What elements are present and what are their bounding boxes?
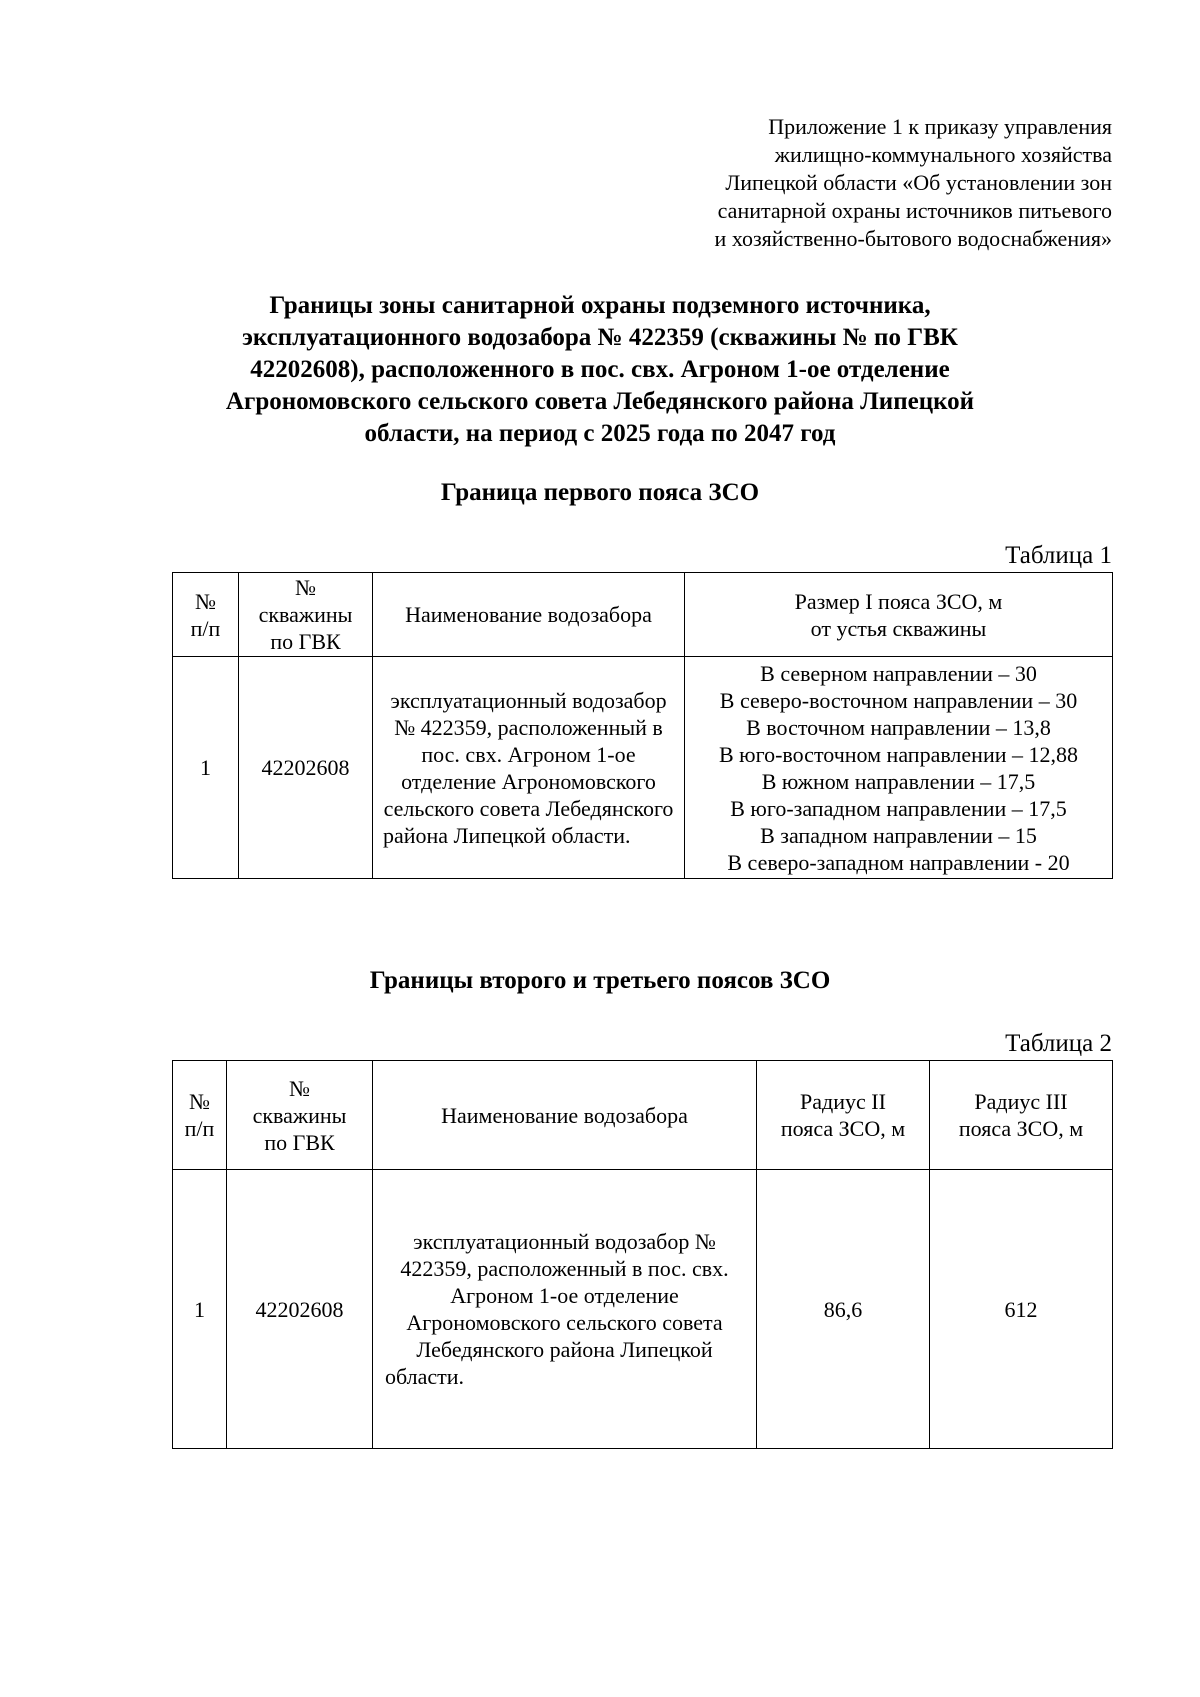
cell-well: 42202608 <box>239 657 373 879</box>
header-well: № скважины по ГВК <box>227 1061 373 1170</box>
appendix-line: Приложение 1 к приказу управления <box>768 114 1112 139</box>
cell-num: 1 <box>173 1170 227 1449</box>
table1-header-row <box>173 573 1113 657</box>
title-line: 42202608), расположенного в пос. свх. Агроном 1-ое отделение <box>250 356 950 383</box>
direction-line: В северо-восточном направлении – 30 <box>719 687 1078 713</box>
header-name: Наименование водозабора <box>373 1061 757 1170</box>
table2-caption: Таблица 2 <box>1005 1030 1112 1057</box>
cell-name: эксплуатационный водозабор № 422359, расположенный в пос. свх. Агроном 1-ое отделение Агрономовского сельского совета Лебедянского района Липецкой области. <box>373 657 685 879</box>
cell-num: 1 <box>173 657 239 879</box>
table-1 <box>172 572 1113 879</box>
appendix-line: Липецкой области «Об установлении зон <box>725 170 1112 195</box>
table-row <box>173 657 1113 879</box>
cell-directions <box>685 657 1113 879</box>
direction-line: В юго-западном направлении – 17,5 <box>730 795 1067 821</box>
section1-title: Граница первого пояса ЗСО <box>440 479 760 506</box>
title-line: эксплуатационного водозабора № 422359 (скважины № по ГВК <box>242 324 958 351</box>
cell-r2: 86,6 <box>757 1170 930 1449</box>
header-r2: Радиус II пояса ЗСО, м <box>757 1061 930 1170</box>
cell-r3: 612 <box>930 1170 1113 1449</box>
appendix-line: и хозяйственно-бытового водоснабжения» <box>714 226 1112 251</box>
direction-line: В восточном направлении – 13,8 <box>746 714 1051 740</box>
table-row <box>173 1170 1113 1449</box>
appendix-note <box>560 113 1112 253</box>
direction-line: В северо-западном направлении - 20 <box>727 849 1070 875</box>
header-num: № п/п <box>173 573 239 657</box>
header-well: № скважины по ГВК <box>239 573 373 657</box>
table2-header-row <box>173 1061 1113 1170</box>
appendix-line: санитарной охраны источников питьевого <box>717 198 1112 223</box>
cell-well: 42202608 <box>227 1170 373 1449</box>
table-2 <box>172 1060 1113 1449</box>
direction-line: В южном направлении – 17,5 <box>761 768 1036 794</box>
document-title <box>150 290 1050 450</box>
table1-caption: Таблица 1 <box>1005 542 1112 569</box>
direction-line: В северном направлении – 30 <box>760 660 1037 686</box>
direction-line: В юго-восточном направлении – 12,88 <box>718 741 1078 767</box>
direction-line: В западном направлении – 15 <box>760 822 1037 848</box>
title-line: области, на период с 2025 года по 2047 год <box>364 420 836 447</box>
header-size: Размер I пояса ЗСО, м от устья скважины <box>685 573 1113 657</box>
header-name: Наименование водозабора <box>373 573 685 657</box>
header-num: № п/п <box>173 1061 227 1170</box>
cell-name: эксплуатационный водозабор № 422359, расположенный в пос. свх. Агроном 1-ое отделение Агрономовского сельского совета Лебедянского района Липецкой области. <box>373 1170 757 1449</box>
title-line: Границы зоны санитарной охраны подземного источника, <box>269 292 931 319</box>
section2-title: Границы второго и третьего поясов ЗСО <box>369 967 831 994</box>
header-r3: Радиус III пояса ЗСО, м <box>930 1061 1113 1170</box>
title-line: Агрономовского сельского совета Лебедянского района Липецкой <box>225 388 975 415</box>
appendix-line: жилищно-коммунального хозяйства <box>774 142 1112 167</box>
